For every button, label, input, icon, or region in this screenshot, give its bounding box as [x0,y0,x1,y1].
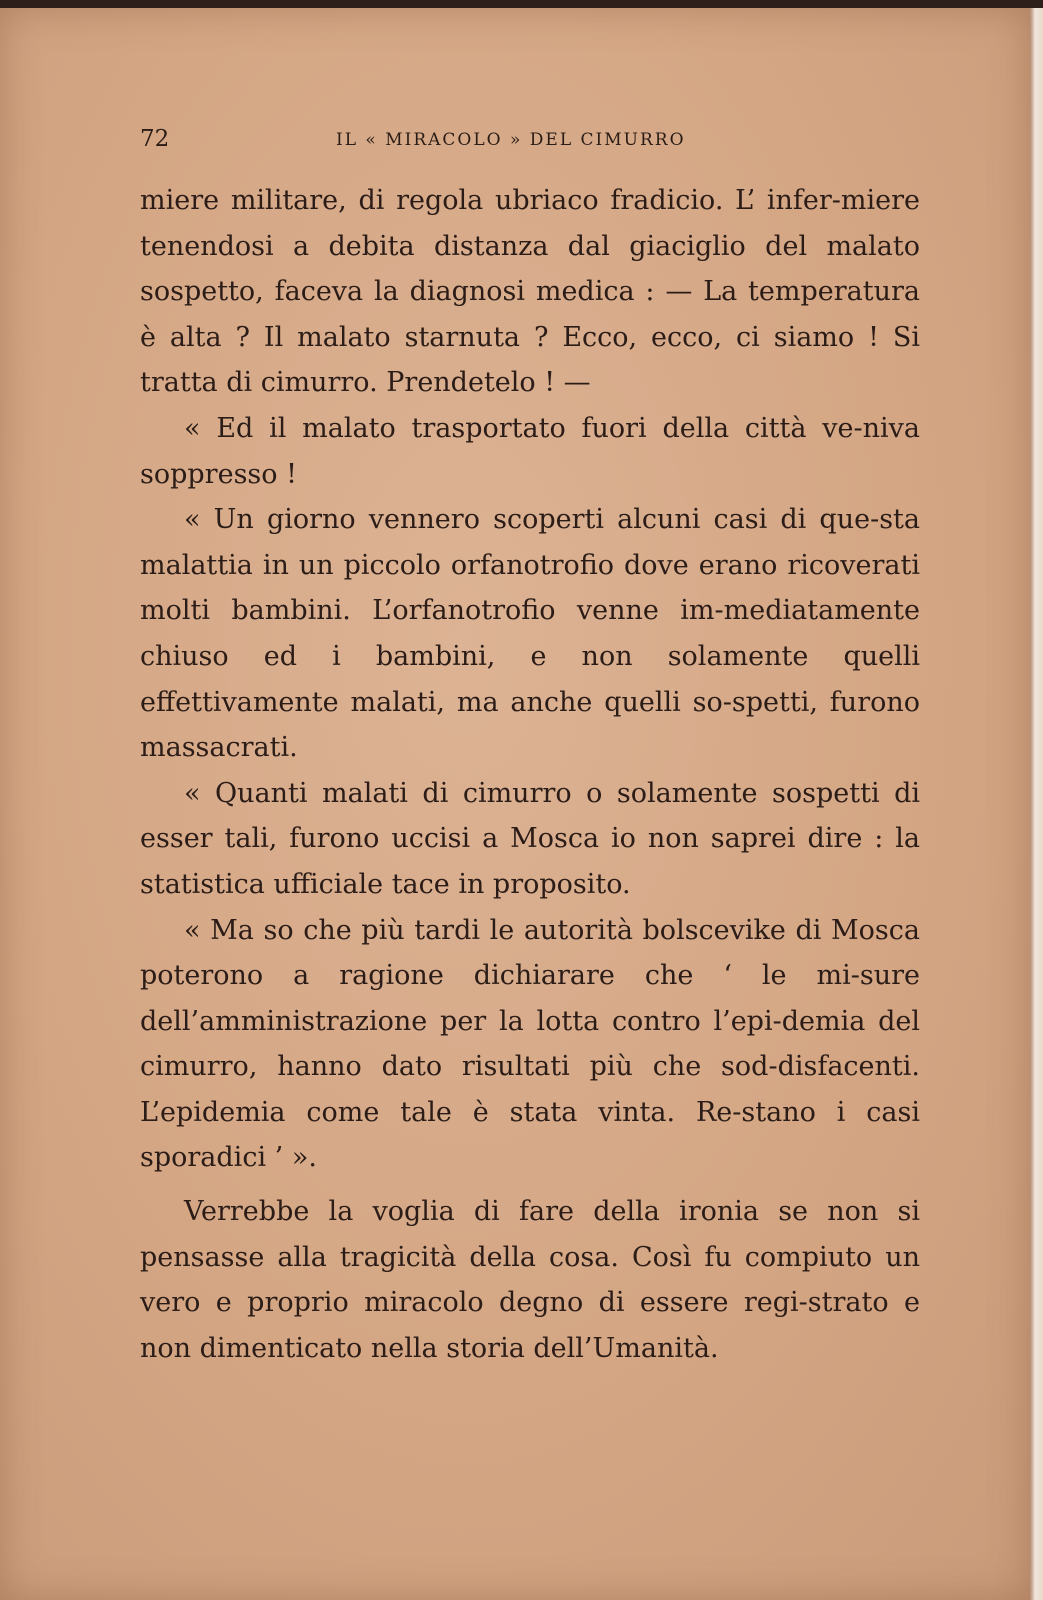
running-head [140,126,740,156]
paragraph: « Ed il malato trasportato fuori della città ve-niva soppresso ! [140,412,920,490]
paragraph: « Ma so che più tardi le autorità bolscevike di Mosca poterono a ragione dichiarare che ‘ le mi-sure dell’amministrazione per la lotta contro l’epi-demia del cimurro, hanno dato risultati più che sod-disfacenti. L’epidemia come tale è stata vinta. Re-stano i casi sporadici ’ ». [140,914,920,1174]
paragraph: miere militare, di regola ubriaco fradicio. L’ infer-miere tenendosi a debita distanza dal giaciglio del malato sospetto, faceva la diagnosi medica : — La temperatura è alta ? Il malato starnuta ? Ecco, ecco, ci siamo ! Si tratta di cimurro. Prendetelo ! — [140,185,920,399]
paragraph: « Quanti malati di cimurro o solamente sospetti di esser tali, furono uccisi a Mosca io non saprei dire : la statistica ufficiale tace in proposito. [140,777,920,900]
body-text [140,178,920,1371]
paragraph: Verrebbe la voglia di fare della ironia se non si pensasse alla tragicità della cosa. Così fu compiuto un vero e proprio miracolo degno di essere regi-strato e non dimenticato nella storia dell’Umanità. [140,1196,920,1364]
running-title: IL « MIRACOLO » DEL CIMURRO [336,130,686,150]
page-edge [1030,8,1043,1600]
book-top-edge [0,0,1043,8]
paragraph: « Un giorno vennero scoperti alcuni casi di que-sta malattia in un piccolo orfanotrofio dove erano ricoverati molti bambini. L’orfanotrofio venne im-mediatamente chiuso ed i bambini, e non solamente quelli effettivamente malati, ma anche quelli so-spetti, furono massacrati. [140,504,920,764]
page-number: 72 [140,126,170,152]
